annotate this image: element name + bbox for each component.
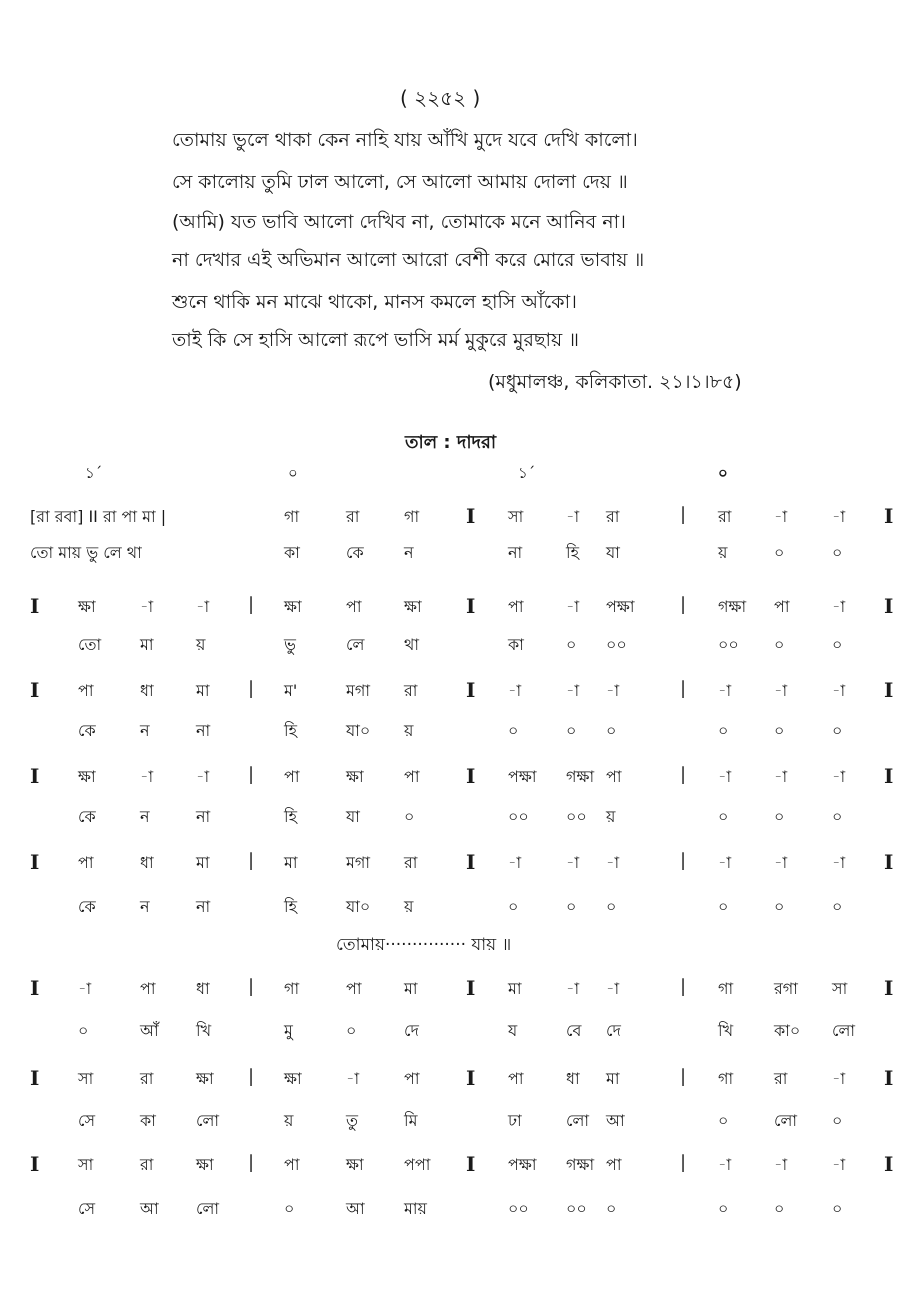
lyric-syllable: কা bbox=[284, 543, 300, 562]
swara-note: মা bbox=[404, 979, 418, 998]
lyric-syllable: ০ bbox=[832, 721, 843, 740]
taal-heading: তাল : দাদরা bbox=[405, 432, 497, 453]
swara-note: -া bbox=[832, 767, 846, 786]
swara-note: সা bbox=[832, 979, 848, 998]
swara-note: পক্ষা bbox=[508, 1155, 537, 1174]
lyric-syllable: ০০ bbox=[508, 807, 529, 826]
swara-note: পা bbox=[774, 597, 790, 616]
lyric-line: সে কালোয় তুমি ঢাল আলো, সে আলো আমায় দোলা দেয় ॥ bbox=[172, 171, 628, 193]
bar-line: | bbox=[680, 594, 687, 615]
swara-note: -া bbox=[606, 681, 620, 700]
swara-note: -া bbox=[774, 507, 788, 526]
swara-note: ক্ষা bbox=[346, 767, 364, 786]
swara-note: গক্ষা bbox=[566, 767, 595, 786]
swara-note: -া bbox=[566, 853, 580, 872]
lyric-syllable: আঁ bbox=[140, 1021, 159, 1040]
swara-note: রা bbox=[140, 1155, 154, 1174]
lyric-line: শুনে থাকি মন মাঝে থাকো, মানস কমলে হাসি আঁকো। bbox=[172, 291, 577, 313]
swara-note: -া bbox=[832, 507, 846, 526]
notation-lead: [রা রবা] II রা পা মা | bbox=[30, 507, 167, 526]
swara-note: ধা bbox=[140, 681, 154, 700]
swara-note: সা bbox=[78, 1069, 94, 1088]
lyric-line: তোমায় ভুলে থাকা কেন নাহি যায় আঁখি মুদে যবে দেখি কালো। bbox=[172, 129, 638, 151]
bar-line: | bbox=[680, 976, 687, 997]
lyric-syllable: না bbox=[196, 807, 211, 826]
source-credit: (মধুমালঞ্চ, কলিকাতা. ২১।১।৮৫) bbox=[488, 371, 742, 393]
lyric-syllable: ০ bbox=[718, 1199, 729, 1218]
lyric-syllable: কা০ bbox=[774, 1021, 801, 1040]
swara-note: -া bbox=[566, 681, 580, 700]
swara-note: ধা bbox=[196, 979, 210, 998]
lyric-syllable: ০০ bbox=[508, 1199, 529, 1218]
swara-note: রা bbox=[404, 853, 418, 872]
swara-note: পা bbox=[140, 979, 156, 998]
lyric-line: না দেখার এই অভিমান আলো আরো বেশী করে মোরে ভাবায় ॥ bbox=[172, 249, 645, 271]
swara-note: মগা bbox=[346, 681, 371, 700]
swara-note: পা bbox=[508, 1069, 524, 1088]
swara-note: পা bbox=[606, 767, 622, 786]
lyric-syllable: ন bbox=[140, 897, 150, 916]
lyric-syllable: মা bbox=[140, 635, 154, 654]
lyric-syllable: যা০ bbox=[346, 721, 371, 740]
lyric-syllable: য় bbox=[718, 543, 728, 562]
lyric-syllable: ০০ bbox=[566, 1199, 587, 1218]
lyric-syllable: ০ bbox=[832, 1111, 843, 1130]
lyric-syllable: ০ bbox=[566, 635, 577, 654]
bar-line: I bbox=[466, 764, 476, 788]
swara-note: রা bbox=[606, 507, 620, 526]
lyric-syllable: কে bbox=[78, 721, 96, 740]
lyric-syllable: হি bbox=[284, 807, 297, 826]
lyric-syllable: ০ bbox=[832, 635, 843, 654]
swara-note: -া bbox=[718, 767, 732, 786]
lyric-syllable: কে bbox=[78, 807, 96, 826]
bar-line: I bbox=[884, 976, 894, 1000]
bar-line: | bbox=[248, 1152, 255, 1173]
bar-line: I bbox=[30, 764, 40, 788]
lyric-syllable: কা bbox=[140, 1111, 156, 1130]
swara-note: পা bbox=[78, 853, 94, 872]
lyric-syllable: ০ bbox=[284, 1199, 295, 1218]
swara-note: পপা bbox=[404, 1155, 431, 1174]
lyric-syllable: ০ bbox=[774, 543, 785, 562]
lyric-lead: তো মায় ভু লে থা bbox=[30, 543, 142, 562]
swara-note: পা bbox=[404, 767, 420, 786]
bar-line: | bbox=[680, 764, 687, 785]
lyric-syllable: কে bbox=[346, 543, 364, 562]
bar-line: | bbox=[248, 678, 255, 699]
swara-note: মা bbox=[606, 1069, 620, 1088]
lyric-syllable: ০ bbox=[774, 897, 785, 916]
lyric-syllable: মু bbox=[284, 1021, 293, 1040]
lyric-syllable: ০ bbox=[832, 543, 843, 562]
swara-note: ক্ষা bbox=[284, 1069, 302, 1088]
lyric-syllable: ০ bbox=[718, 1111, 729, 1130]
bar-line: I bbox=[30, 850, 40, 874]
lyric-syllable: ০ bbox=[566, 897, 577, 916]
beat-marker: ১´ bbox=[85, 464, 103, 482]
bar-line: I bbox=[30, 1152, 40, 1176]
swara-note: মগা bbox=[346, 853, 371, 872]
swara-note: রা bbox=[718, 507, 732, 526]
lyric-syllable: লো bbox=[566, 1111, 590, 1130]
bar-line: I bbox=[30, 1066, 40, 1090]
lyric-syllable: দে bbox=[404, 1021, 419, 1040]
swara-note: -া bbox=[566, 507, 580, 526]
swara-note: -া bbox=[346, 1069, 360, 1088]
swara-note: গক্ষা bbox=[718, 597, 747, 616]
swara-note: পা bbox=[508, 597, 524, 616]
lyric-syllable: ০ bbox=[718, 897, 729, 916]
lyric-syllable: না bbox=[508, 543, 523, 562]
swara-note: -া bbox=[718, 1155, 732, 1174]
beat-marker: ০ bbox=[718, 464, 728, 482]
bar-line: | bbox=[680, 678, 687, 699]
swara-note: পা bbox=[346, 597, 362, 616]
swara-note: -া bbox=[508, 853, 522, 872]
lyric-syllable: লো bbox=[196, 1111, 220, 1130]
lyric-syllable: ০ bbox=[404, 807, 415, 826]
lyric-syllable: না bbox=[196, 897, 211, 916]
lyric-syllable: তো bbox=[78, 635, 102, 654]
lyric-syllable: মি bbox=[404, 1111, 418, 1130]
lyric-syllable: ০ bbox=[774, 1199, 785, 1218]
swara-note: পা bbox=[284, 1155, 300, 1174]
bar-line: I bbox=[30, 678, 40, 702]
lyric-syllable: আ bbox=[606, 1111, 625, 1130]
bar-line: | bbox=[248, 594, 255, 615]
swara-note: ক্ষা bbox=[196, 1155, 214, 1174]
lyric-syllable: য় bbox=[196, 635, 206, 654]
swara-note: রা bbox=[774, 1069, 788, 1088]
lyric-syllable: হি bbox=[284, 721, 297, 740]
swara-note: মা bbox=[196, 681, 210, 700]
swara-note: পা bbox=[284, 767, 300, 786]
swara-note: পা bbox=[78, 681, 94, 700]
lyric-syllable: য় bbox=[404, 721, 414, 740]
swara-note: রগা bbox=[774, 979, 798, 998]
lyric-syllable: ০ bbox=[346, 1021, 357, 1040]
bar-line: | bbox=[248, 850, 255, 871]
swara-note: গা bbox=[284, 507, 300, 526]
swara-note: -া bbox=[140, 597, 154, 616]
swara-note: পা bbox=[404, 1069, 420, 1088]
lyric-line: তাই কি সে হাসি আলো রূপে ভাসি মর্ম মুকুরে মুরছায় ॥ bbox=[172, 329, 579, 351]
bar-line: | bbox=[248, 1066, 255, 1087]
swara-note: -া bbox=[774, 767, 788, 786]
swara-note: মা bbox=[508, 979, 522, 998]
lyric-syllable: থা bbox=[404, 635, 420, 654]
lyric-syllable: ন bbox=[140, 721, 150, 740]
lyric-syllable: ০ bbox=[774, 721, 785, 740]
lyric-syllable: যা bbox=[346, 807, 360, 826]
swara-note: ক্ষা bbox=[404, 597, 422, 616]
lyric-syllable: কা bbox=[508, 635, 524, 654]
lyric-syllable: খি bbox=[196, 1021, 212, 1040]
beat-marker: ০ bbox=[288, 464, 298, 482]
swara-note: -া bbox=[832, 1155, 846, 1174]
swara-note: -া bbox=[196, 597, 210, 616]
bar-line: I bbox=[884, 504, 894, 528]
bar-line: I bbox=[466, 850, 476, 874]
bar-line: | bbox=[248, 976, 255, 997]
swara-note: পক্ষা bbox=[508, 767, 537, 786]
swara-note: মা bbox=[284, 853, 298, 872]
bar-line: | bbox=[680, 1066, 687, 1087]
lyric-syllable: যা০ bbox=[346, 897, 371, 916]
lyric-syllable: ০ bbox=[718, 721, 729, 740]
lyric-syllable: ০ bbox=[78, 1021, 89, 1040]
lyric-syllable: ০ bbox=[566, 721, 577, 740]
swara-note: -া bbox=[774, 1155, 788, 1174]
swara-note: ক্ষা bbox=[78, 597, 96, 616]
bar-line: I bbox=[30, 976, 40, 1000]
bar-line: | bbox=[680, 1152, 687, 1173]
swara-note: ক্ষা bbox=[78, 767, 96, 786]
swara-note: -া bbox=[78, 979, 92, 998]
swara-note: -া bbox=[566, 979, 580, 998]
swara-note: সা bbox=[78, 1155, 94, 1174]
swara-note: -া bbox=[774, 853, 788, 872]
swara-note: ক্ষা bbox=[196, 1069, 214, 1088]
swara-note: -া bbox=[718, 853, 732, 872]
swara-note: পা bbox=[346, 979, 362, 998]
swara-note: -া bbox=[508, 681, 522, 700]
swara-note: -া bbox=[718, 681, 732, 700]
swara-note: -া bbox=[832, 681, 846, 700]
lyric-syllable: ০ bbox=[774, 807, 785, 826]
bar-line: I bbox=[884, 850, 894, 874]
bar-line: I bbox=[466, 1066, 476, 1090]
lyric-syllable: লে bbox=[346, 635, 365, 654]
swara-note: -া bbox=[832, 597, 846, 616]
lyric-syllable: য় bbox=[404, 897, 414, 916]
lyric-syllable: ০০ bbox=[606, 635, 627, 654]
lyric-syllable: ০ bbox=[508, 721, 519, 740]
lyric-syllable: যা bbox=[606, 543, 620, 562]
lyric-syllable: দে bbox=[606, 1021, 621, 1040]
bar-line: I bbox=[884, 764, 894, 788]
bar-line: I bbox=[30, 594, 40, 618]
lyric-syllable: ০ bbox=[832, 807, 843, 826]
lyric-syllable: সে bbox=[78, 1111, 96, 1130]
bar-line: I bbox=[466, 504, 476, 528]
bar-line: | bbox=[680, 850, 687, 871]
lyric-syllable: ০ bbox=[774, 635, 785, 654]
swara-note: ধা bbox=[140, 853, 154, 872]
bar-line: I bbox=[884, 1152, 894, 1176]
swara-note: ধা bbox=[566, 1069, 580, 1088]
swara-note: -া bbox=[140, 767, 154, 786]
lyric-syllable: লো bbox=[196, 1199, 220, 1218]
swara-note: মা bbox=[196, 853, 210, 872]
lyric-syllable: ঢা bbox=[508, 1111, 522, 1130]
swara-note: গা bbox=[718, 979, 734, 998]
swara-note: গা bbox=[718, 1069, 734, 1088]
song-number: ( ২২৫২ ) bbox=[400, 86, 481, 110]
bar-line: I bbox=[884, 594, 894, 618]
lyric-syllable: হি bbox=[566, 543, 579, 562]
lyric-syllable: লো bbox=[832, 1021, 856, 1040]
swara-note: ম' bbox=[284, 681, 298, 700]
bar-line: I bbox=[466, 594, 476, 618]
lyric-syllable: ০ bbox=[606, 1199, 617, 1218]
swara-note: -া bbox=[196, 767, 210, 786]
swara-note: ক্ষা bbox=[284, 597, 302, 616]
lyric-syllable: তু bbox=[346, 1111, 359, 1130]
lyric-syllable: ০ bbox=[606, 897, 617, 916]
swara-note: -া bbox=[606, 853, 620, 872]
lyric-line: (আমি) যত ভাবি আলো দেখিব না, তোমাকে মনে আনিব না। bbox=[172, 211, 626, 233]
lyric-syllable: আ bbox=[346, 1199, 365, 1218]
lyric-syllable: মায় bbox=[404, 1199, 427, 1218]
lyric-syllable: ন bbox=[140, 807, 150, 826]
lyric-syllable: সে bbox=[78, 1199, 96, 1218]
lyric-syllable: লো bbox=[774, 1111, 798, 1130]
swara-note: ক্ষা bbox=[346, 1155, 364, 1174]
lyric-syllable: ভু bbox=[284, 635, 296, 654]
swara-note: রা bbox=[140, 1069, 154, 1088]
swara-note: রা bbox=[346, 507, 360, 526]
refrain-note: তোমায়··············· যায় ॥ bbox=[336, 935, 512, 955]
swara-note: পক্ষা bbox=[606, 597, 635, 616]
bar-line: | bbox=[680, 504, 687, 525]
lyric-syllable: খি bbox=[718, 1021, 734, 1040]
swara-note: -া bbox=[566, 597, 580, 616]
swara-note: পা bbox=[606, 1155, 622, 1174]
lyric-syllable: ০০ bbox=[718, 635, 739, 654]
lyric-syllable: ০ bbox=[832, 1199, 843, 1218]
lyric-syllable: ০ bbox=[832, 897, 843, 916]
bar-line: I bbox=[466, 1152, 476, 1176]
swara-note: রা bbox=[404, 681, 418, 700]
swara-note: -া bbox=[606, 979, 620, 998]
lyric-syllable: কে bbox=[78, 897, 96, 916]
lyric-syllable: ন bbox=[404, 543, 414, 562]
swara-note: গক্ষা bbox=[566, 1155, 595, 1174]
bar-line: I bbox=[884, 678, 894, 702]
swara-note: সা bbox=[508, 507, 524, 526]
bar-line: I bbox=[466, 976, 476, 1000]
lyric-syllable: য় bbox=[606, 807, 616, 826]
lyric-syllable: ০ bbox=[606, 721, 617, 740]
lyric-syllable: আ bbox=[140, 1199, 159, 1218]
bar-line: | bbox=[248, 764, 255, 785]
lyric-syllable: ০ bbox=[718, 807, 729, 826]
lyric-syllable: হি bbox=[284, 897, 297, 916]
swara-note: -া bbox=[832, 853, 846, 872]
lyric-syllable: ০০ bbox=[566, 807, 587, 826]
swara-note: গা bbox=[404, 507, 420, 526]
lyric-syllable: বে bbox=[566, 1021, 582, 1040]
lyric-syllable: না bbox=[196, 721, 211, 740]
lyric-syllable: য bbox=[508, 1021, 518, 1040]
bar-line: I bbox=[884, 1066, 894, 1090]
swara-note: গা bbox=[284, 979, 300, 998]
swara-note: -া bbox=[832, 1069, 846, 1088]
bar-line: I bbox=[466, 678, 476, 702]
lyric-syllable: ০ bbox=[508, 897, 519, 916]
lyric-syllable: য় bbox=[284, 1111, 294, 1130]
swara-note: -া bbox=[774, 681, 788, 700]
beat-marker: ১´ bbox=[518, 464, 536, 482]
